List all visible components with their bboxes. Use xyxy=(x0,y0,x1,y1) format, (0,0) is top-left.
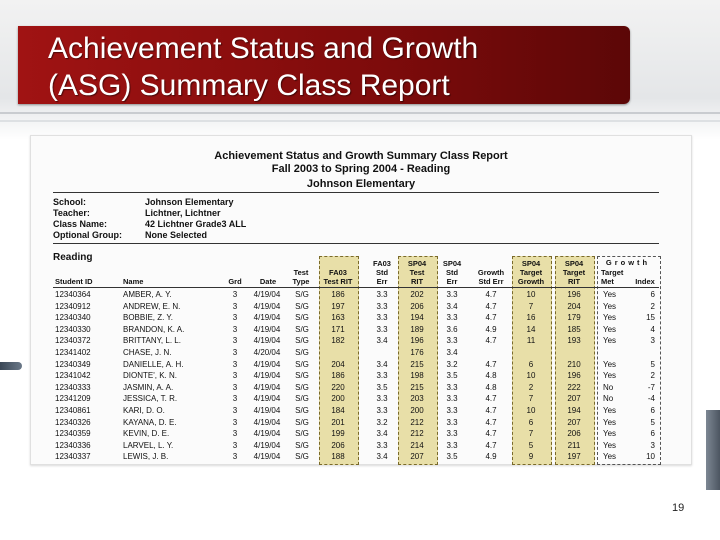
cell-grd: 3 xyxy=(232,452,238,462)
divider xyxy=(53,287,659,288)
cell-met: Yes xyxy=(603,290,617,299)
report-title: Achievement Status and Growth Summary Class Report xyxy=(214,150,508,162)
title-bar xyxy=(18,26,630,104)
cell-tgt-rit: 210 xyxy=(567,359,581,369)
cell-name: JASMIN, A. A. xyxy=(123,382,174,392)
cell-g-err: 4.7 xyxy=(485,394,497,404)
cell-g-err: 4.7 xyxy=(485,313,497,323)
cell-date: 4/19/04 xyxy=(253,406,281,415)
cell-fa-rit: 197 xyxy=(331,301,345,311)
cell-g-err: 4.8 xyxy=(485,371,497,381)
cell-idx: 6 xyxy=(650,290,655,299)
cell-g-err: 4.7 xyxy=(485,301,497,311)
cell-grd: 3 xyxy=(232,290,238,299)
cell-g-err: 4.8 xyxy=(485,382,497,392)
cell-tgt-g: 10 xyxy=(526,290,536,299)
section-heading: Reading xyxy=(53,252,93,263)
cell-sp-err: 3.4 xyxy=(446,348,458,357)
cell-fa-err: 3.3 xyxy=(376,301,388,311)
cell-fa-err: 3.3 xyxy=(376,290,388,299)
cell-id: 12340333 xyxy=(55,382,91,392)
cell-date: 4/19/04 xyxy=(253,313,281,323)
table-row xyxy=(31,428,691,439)
cell-idx: 5 xyxy=(650,417,655,427)
cell-date: 4/19/04 xyxy=(253,452,281,462)
decorative-tab xyxy=(706,410,720,490)
cell-id: 12340359 xyxy=(55,429,91,439)
cell-name: AMBER, A. Y. xyxy=(123,290,172,299)
cell-name: LARVEL, L. Y. xyxy=(123,440,174,450)
cell-tgt-rit: 204 xyxy=(567,301,581,311)
table-row xyxy=(31,347,691,358)
cell-fa-err: 3.4 xyxy=(376,359,388,369)
cell-id: 12340330 xyxy=(55,324,91,334)
cell-idx: 4 xyxy=(650,324,655,334)
cell-fa-rit: 204 xyxy=(331,359,345,369)
cell-fa-err: 3.3 xyxy=(376,440,388,450)
cell-sp-rit: 200 xyxy=(410,406,424,415)
cell-sp-rit: 198 xyxy=(410,371,424,381)
report-image xyxy=(30,135,692,465)
cell-idx: 6 xyxy=(650,429,655,439)
cell-name: JESSICA, T. R. xyxy=(123,394,178,404)
cell-tgt-g: 7 xyxy=(528,394,534,404)
cell-sp-err: 3.4 xyxy=(446,301,458,311)
cell-idx: 3 xyxy=(650,336,655,346)
cell-g-err: 4.9 xyxy=(485,324,497,334)
cell-g-err: 4.7 xyxy=(485,417,497,427)
cell-grd: 3 xyxy=(232,313,238,323)
col-header-growth-err: Growth Std Err xyxy=(477,268,505,286)
cell-g-err: 4.7 xyxy=(485,429,497,439)
cell-name: BOBBIE, Z. Y. xyxy=(123,313,173,323)
slide-title-line2: (ASG) Summary Class Report xyxy=(48,69,450,102)
cell-tgt-g: 16 xyxy=(526,313,536,323)
cell-type: S/G xyxy=(295,406,309,415)
col-header-name: Name xyxy=(123,277,144,286)
cell-idx: 2 xyxy=(650,301,655,311)
cell-sp-rit: 189 xyxy=(410,324,424,334)
cell-type: S/G xyxy=(295,336,309,346)
cell-sp-err: 3.3 xyxy=(446,313,458,323)
cell-grd: 3 xyxy=(232,440,238,450)
cell-idx: 5 xyxy=(650,359,655,369)
cell-sp-rit: 202 xyxy=(410,290,424,299)
cell-grd: 3 xyxy=(232,429,238,439)
meta-value-class: 42 Lichtner Grade3 ALL xyxy=(145,219,247,229)
cell-tgt-rit: 222 xyxy=(567,382,581,392)
decorative-tab xyxy=(0,362,22,370)
cell-fa-rit: 182 xyxy=(331,336,345,346)
table-row xyxy=(31,324,691,335)
cell-tgt-rit: 194 xyxy=(567,406,581,415)
col-header-fa03-err: FA03 Std Err xyxy=(373,259,391,286)
cell-id: 12340372 xyxy=(55,336,91,346)
col-header-growth-group: Growth xyxy=(605,258,651,267)
report-school-heading: Johnson Elementary xyxy=(306,178,416,190)
cell-type: S/G xyxy=(295,429,309,439)
meta-label-teacher: Teacher: xyxy=(53,208,90,218)
col-header-index: Index xyxy=(635,277,655,286)
cell-tgt-g: 14 xyxy=(526,324,536,334)
cell-fa-rit: 186 xyxy=(331,371,345,381)
cell-tgt-g: 10 xyxy=(526,371,536,381)
cell-met: Yes xyxy=(603,359,617,369)
cell-id: 12340336 xyxy=(55,440,91,450)
cell-met: Yes xyxy=(603,324,617,334)
decorative-line xyxy=(0,120,720,122)
cell-idx: -4 xyxy=(647,394,655,404)
table-row xyxy=(31,417,691,428)
cell-fa-err: 3.5 xyxy=(376,382,388,392)
cell-tgt-rit: 207 xyxy=(567,394,581,404)
cell-date: 4/19/04 xyxy=(253,359,281,369)
cell-tgt-g: 6 xyxy=(528,417,534,427)
cell-sp-err: 3.3 xyxy=(446,382,458,392)
cell-tgt-rit: 196 xyxy=(567,290,581,299)
cell-name: KEVIN, D. E. xyxy=(123,429,170,439)
cell-date: 4/19/04 xyxy=(253,382,281,392)
cell-met: No xyxy=(603,394,614,404)
cell-sp-err: 3.3 xyxy=(446,394,458,404)
cell-sp-rit: 212 xyxy=(410,429,424,439)
cell-id: 12340326 xyxy=(55,417,91,427)
col-header-date: Date xyxy=(259,277,277,286)
cell-id: 12341209 xyxy=(55,394,91,404)
cell-grd: 3 xyxy=(232,348,238,357)
cell-grd: 3 xyxy=(232,324,238,334)
cell-grd: 3 xyxy=(232,359,238,369)
cell-type: S/G xyxy=(295,452,309,462)
cell-sp-err: 3.3 xyxy=(446,440,458,450)
table-row xyxy=(31,301,691,312)
cell-sp-err: 3.5 xyxy=(446,371,458,381)
cell-met: Yes xyxy=(603,440,617,450)
cell-id: 12340337 xyxy=(55,452,91,462)
cell-fa-rit: 184 xyxy=(331,406,345,415)
slide-title xyxy=(48,30,628,104)
cell-sp-rit: 203 xyxy=(410,394,424,404)
cell-fa-err: 3.3 xyxy=(376,313,388,323)
cell-tgt-g: 7 xyxy=(528,429,534,439)
meta-value-group: None Selected xyxy=(145,230,208,240)
cell-met: Yes xyxy=(603,336,617,346)
cell-grd: 3 xyxy=(232,301,238,311)
cell-sp-rit: 194 xyxy=(410,313,424,323)
decorative-line xyxy=(0,112,720,114)
table-row xyxy=(31,370,691,381)
cell-name: CHASE, J. N. xyxy=(123,348,172,357)
cell-sp-rit: 212 xyxy=(410,417,424,427)
table-row xyxy=(31,451,691,462)
cell-sp-rit: 214 xyxy=(410,440,424,450)
cell-fa-rit: 200 xyxy=(331,394,345,404)
cell-tgt-g: 9 xyxy=(528,452,534,462)
cell-name: DANIELLE, A. H. xyxy=(123,359,184,369)
cell-fa-err: 3.4 xyxy=(376,336,388,346)
cell-idx: 3 xyxy=(650,440,655,450)
cell-name: BRANDON, K. A. xyxy=(123,324,185,334)
table-row xyxy=(31,312,691,323)
col-header-target-rit: SP04 Target RIT xyxy=(562,259,586,286)
cell-g-err: 4.9 xyxy=(485,452,497,462)
cell-g-err: 4.7 xyxy=(485,440,497,450)
table-row xyxy=(31,289,691,300)
meta-label-school: School: xyxy=(53,197,86,207)
cell-id: 12340912 xyxy=(55,301,91,311)
page-number: 19 xyxy=(672,502,685,514)
table-row xyxy=(31,382,691,393)
cell-tgt-g: 7 xyxy=(528,301,534,311)
cell-fa-rit: 188 xyxy=(331,452,345,462)
cell-fa-err: 3.4 xyxy=(376,429,388,439)
cell-met: Yes xyxy=(603,452,617,462)
cell-name: ANDREW, E. N. xyxy=(123,301,181,311)
cell-date: 4/19/04 xyxy=(253,290,281,299)
cell-name: DIONTE', K. N. xyxy=(123,371,177,381)
cell-idx: 2 xyxy=(650,371,655,381)
meta-label-group: Optional Group: xyxy=(53,230,122,240)
cell-sp-rit: 215 xyxy=(410,359,424,369)
cell-met: No xyxy=(603,382,614,392)
cell-fa-rit: 201 xyxy=(331,417,345,427)
cell-fa-err: 3.3 xyxy=(376,406,388,415)
col-header-sp04-err: SP04 Std Err xyxy=(442,259,462,286)
meta-value-teacher: Lichtner, Lichtner xyxy=(145,208,221,218)
table-row xyxy=(31,440,691,451)
cell-idx: 10 xyxy=(646,452,655,462)
cell-date: 4/19/04 xyxy=(253,394,281,404)
cell-type: S/G xyxy=(295,440,309,450)
cell-sp-rit: 196 xyxy=(410,336,424,346)
cell-tgt-g: 11 xyxy=(526,336,536,346)
col-header-student-id: Student ID xyxy=(55,277,93,286)
cell-type: S/G xyxy=(295,324,309,334)
cell-type: S/G xyxy=(295,359,309,369)
cell-grd: 3 xyxy=(232,394,238,404)
cell-idx: 15 xyxy=(646,313,655,323)
cell-met: Yes xyxy=(603,406,617,415)
cell-tgt-rit: 211 xyxy=(567,440,581,450)
cell-grd: 3 xyxy=(232,417,238,427)
cell-date: 4/19/04 xyxy=(253,336,281,346)
cell-fa-rit: 186 xyxy=(331,290,345,299)
cell-type: S/G xyxy=(295,313,309,323)
cell-met: Yes xyxy=(603,417,617,427)
cell-name: BRITTANY, L. L. xyxy=(123,336,181,346)
cell-sp-rit: 215 xyxy=(410,382,424,392)
cell-id: 12340349 xyxy=(55,359,91,369)
cell-sp-err: 3.3 xyxy=(446,406,458,415)
cell-g-err: 4.7 xyxy=(485,406,497,415)
cell-date: 4/19/04 xyxy=(253,440,281,450)
cell-idx: 6 xyxy=(650,406,655,415)
divider xyxy=(53,192,659,193)
cell-fa-rit: 163 xyxy=(331,313,345,323)
cell-tgt-g: 2 xyxy=(528,382,534,392)
cell-name: LEWIS, J. B. xyxy=(123,452,169,462)
table-row xyxy=(31,335,691,346)
cell-date: 4/19/04 xyxy=(253,429,281,439)
meta-value-school: Johnson Elementary xyxy=(145,197,234,207)
cell-fa-err: 3.3 xyxy=(376,371,388,381)
cell-sp-err: 3.5 xyxy=(446,452,458,462)
cell-tgt-rit: 193 xyxy=(567,336,581,346)
cell-sp-err: 3.3 xyxy=(446,417,458,427)
cell-met: Yes xyxy=(603,301,617,311)
cell-sp-rit: 206 xyxy=(410,301,424,311)
cell-date: 4/19/04 xyxy=(253,301,281,311)
col-header-target-met: Target Met xyxy=(601,268,624,286)
cell-type: S/G xyxy=(295,301,309,311)
report-subtitle: Fall 2003 to Spring 2004 - Reading xyxy=(271,163,451,175)
cell-sp-rit: 207 xyxy=(410,452,424,462)
table-row xyxy=(31,359,691,370)
cell-tgt-rit: 197 xyxy=(567,452,581,462)
cell-type: S/G xyxy=(295,290,309,299)
cell-tgt-g: 6 xyxy=(528,359,534,369)
cell-g-err: 4.7 xyxy=(485,290,497,299)
cell-tgt-rit: 206 xyxy=(567,429,581,439)
cell-sp-err: 3.3 xyxy=(446,429,458,439)
cell-type: S/G xyxy=(295,394,309,404)
cell-fa-rit: 171 xyxy=(331,324,345,334)
cell-tgt-g: 5 xyxy=(528,440,534,450)
cell-tgt-g: 10 xyxy=(526,406,536,415)
table-row xyxy=(31,405,691,416)
cell-tgt-rit: 207 xyxy=(567,417,581,427)
cell-date: 4/20/04 xyxy=(253,348,281,357)
cell-fa-rit: 206 xyxy=(331,440,345,450)
cell-tgt-rit: 196 xyxy=(567,371,581,381)
cell-tgt-rit: 185 xyxy=(567,324,581,334)
cell-name: KARI, D. O. xyxy=(123,406,165,415)
cell-fa-rit: 220 xyxy=(331,382,345,392)
cell-fa-err: 3.4 xyxy=(376,452,388,462)
cell-grd: 3 xyxy=(232,382,238,392)
col-header-fa03-rit: FA03 Test RIT xyxy=(323,268,353,286)
slide-title-line1: Achievement Status and Growth xyxy=(48,32,479,65)
cell-name: KAYANA, D. E. xyxy=(123,417,177,427)
cell-date: 4/19/04 xyxy=(253,417,281,427)
cell-id: 12341402 xyxy=(55,348,91,357)
cell-type: S/G xyxy=(295,348,309,357)
meta-label-class: Class Name: xyxy=(53,219,108,229)
divider xyxy=(53,243,659,244)
cell-sp-rit: 176 xyxy=(410,348,424,357)
cell-date: 4/19/04 xyxy=(253,371,281,381)
cell-tgt-rit: 179 xyxy=(567,313,581,323)
cell-fa-err: 3.3 xyxy=(376,394,388,404)
cell-sp-err: 3.3 xyxy=(446,336,458,346)
col-header-test-type: Test Type xyxy=(292,268,310,286)
cell-g-err: 4.7 xyxy=(485,359,497,369)
cell-type: S/G xyxy=(295,417,309,427)
cell-type: S/G xyxy=(295,371,309,381)
cell-date: 4/19/04 xyxy=(253,324,281,334)
cell-sp-err: 3.3 xyxy=(446,290,458,299)
cell-idx: -7 xyxy=(647,382,655,392)
cell-fa-err: 3.2 xyxy=(376,417,388,427)
cell-met: Yes xyxy=(603,313,617,323)
cell-fa-rit: 199 xyxy=(331,429,345,439)
cell-met: Yes xyxy=(603,429,617,439)
col-header-target-growth: SP04 Target Growth xyxy=(517,259,545,286)
cell-sp-err: 3.2 xyxy=(446,359,458,369)
cell-sp-err: 3.6 xyxy=(446,324,458,334)
cell-grd: 3 xyxy=(232,336,238,346)
cell-type: S/G xyxy=(295,382,309,392)
cell-grd: 3 xyxy=(232,406,238,415)
cell-met: Yes xyxy=(603,371,617,381)
table-row xyxy=(31,393,691,404)
cell-id: 12340364 xyxy=(55,290,91,299)
col-header-sp04-rit: SP04 Test RIT xyxy=(407,259,427,286)
cell-g-err: 4.7 xyxy=(485,336,497,346)
cell-grd: 3 xyxy=(232,371,238,381)
cell-fa-err: 3.3 xyxy=(376,324,388,334)
col-header-grd: Grd xyxy=(228,277,242,286)
cell-id: 12340861 xyxy=(55,406,91,415)
cell-id: 12340340 xyxy=(55,313,91,323)
cell-id: 12341042 xyxy=(55,371,91,381)
